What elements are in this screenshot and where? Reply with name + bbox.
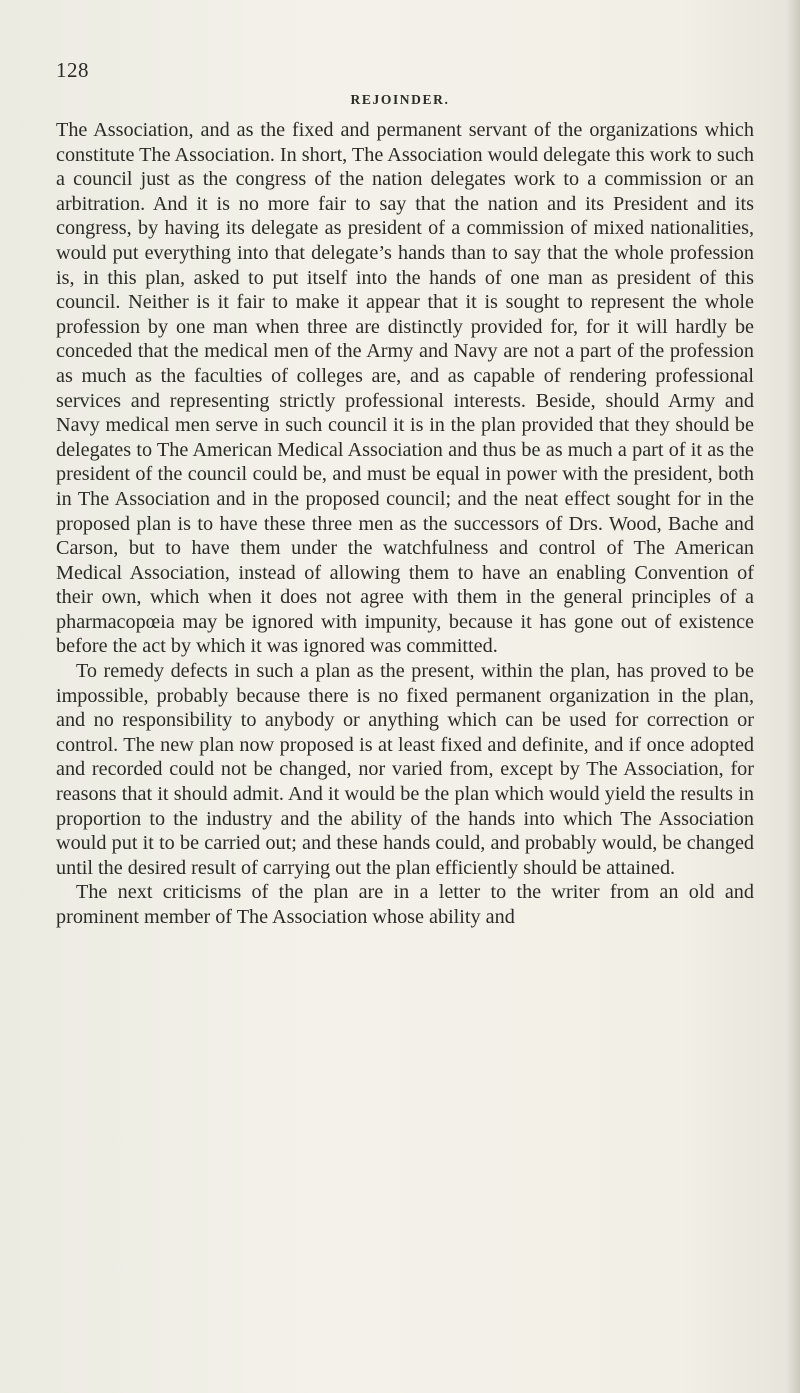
running-head: REJOINDER. <box>350 92 450 107</box>
paragraph-1: The Association, and as the fixed and permanent servant of the organizations which constitute The Association. In short, The Association would delegate this work to such a council just as the congress of the nation delegates work to a commission or an arbitration. And it is no more fair to say that the nation and its President and its congress, by having its delegate as president of a commission of mixed nationalities, would put everything into that delegate’s hands than to say that the whole profession is, in this plan, asked to put itself into the hands of one man as president of this council. Neither is it fair to make it appear that it is sought to represent the whole profession by one man when three are distinctly provided for, for it will hardly be conceded that the medical men of the Army and Navy are not a part of the profession as much as the faculties of colleges are, and as capable of rendering professional services and representing strictly professional interests. Beside, should Army and Navy medical men serve in such council it is in the plan provided that they should be delegates to The American Medical Association and thus be as much a part of it as the president of the council could be, and must be equal in power with the president, both in The Association and in the proposed council; and the neat effect sought for in the proposed plan is to have these three men as the successors of Drs. Wood, Bache and Carson, but to have them under the watchfulness and control of The American Medical Association, instead of allowing them to have an enabling Convention of their own, which when it does not agree with them in the general principles of a pharmacopœia may be ignored with impunity, because it has gone out of existence before the act by which it was ignored was committed. <box>56 119 754 658</box>
paragraph-2: To remedy defects in such a plan as the present, within the plan, has proved to be impossible, probably because there is no fixed permanent organization in the plan, and no responsibility to anybody or anything which can be used for correction or control. The new plan now proposed is at least fixed and definite, and if once adopted and recorded could not be changed, nor varied from, except by The Association, for reasons that it should admit. And it would be the plan which would yield the results in proportion to the industry and the ability of the hands into which The Association would put it to be carried out; and these hands could, and probably would, be changed until the desired result of carrying out the plan efficiently should be attained. <box>56 660 754 879</box>
page-edge-shadow <box>786 0 800 1393</box>
page-number: 128 <box>56 58 89 82</box>
paragraph-3: The next criticisms of the plan are in a letter to the writer from an old and prominent member of The Association whose ability and <box>56 881 754 928</box>
body-text <box>56 118 754 930</box>
